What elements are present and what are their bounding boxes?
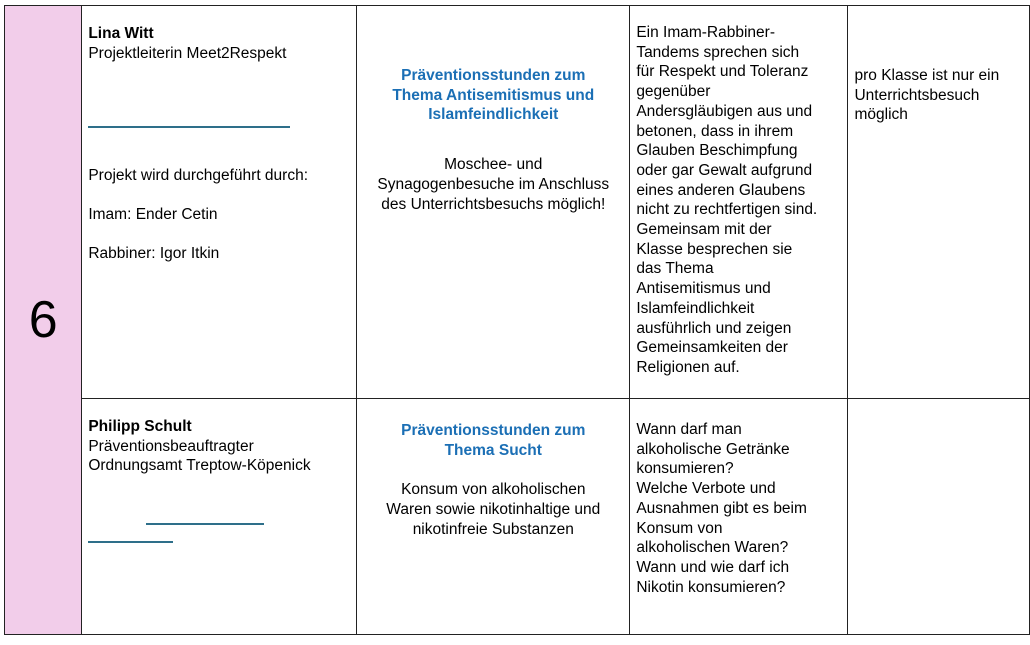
remark-cell [848,399,1030,635]
topic-note: Konsum von alkoholischen Waren sowie nikotinhaltige und nikotinfreie Substanzen [386,481,601,538]
signature-line [146,523,264,525]
contact-cell [82,6,357,399]
topic-title: Präventionsstunden zum Thema Sucht [401,422,586,459]
table-row [5,6,1030,399]
contact-role: Präventionsbeauftragter Ordnungsamt Treptow-Köpenick [88,437,311,475]
topic-cell [357,399,630,635]
row-number: 6 [28,291,58,349]
contact-name: Lina Witt [88,25,154,42]
program-table [4,5,1030,635]
signature-line [88,541,173,543]
remark-cell [848,6,1030,399]
topic-note: Moschee- und Synagogenbesuche im Anschluss des Unterrichtsbesuchs möglich! [377,156,610,213]
table-row [5,399,1030,635]
signature-line [88,126,290,128]
performed-by-label: Projekt wird durchgeführt durch: [88,167,309,185]
description-text: Ein Imam-Rabbiner- Tandems sprechen sich für Respekt und Toleranz gegenüber Andersgläubigen aus und betonen, dass in ihrem Glauben Beschimpfung oder gar Gewalt aufgrund eines anderen Glaubens nicht zu rechtfertigen sind. Gemeinsam mit der Klasse besprechen sie das Thema Antisemitismus und Islamfeindlichkeit ausführlich und zeigen Gemeinsamkeiten der Religionen auf. [636,24,818,376]
description-text: Wann darf man alkoholische Getränke konsumieren? Welche Verbote und Ausnahmen gibt es beim Konsum von alkoholischen Waren? Wann und wie darf ich Nikotin konsumieren? [636,421,807,596]
contact-name: Philipp Schult [88,418,192,435]
contact-role: Projektleiterin Meet2Respekt [88,44,287,62]
description-cell [630,399,848,635]
rabbi-name: Rabbiner: Igor Itkin [88,244,220,262]
remark-text: pro Klasse ist nur ein Unterrichtsbesuch möglich [854,67,1000,124]
topic-title: Präventionsstunden zum Thema Antisemitismus und Islamfeindlichkeit [392,67,595,124]
description-cell [630,6,848,399]
imam-name: Imam: Ender Cetin [88,206,218,224]
row-number-cell [5,6,82,635]
contact-cell [82,399,357,635]
topic-cell [357,6,630,399]
